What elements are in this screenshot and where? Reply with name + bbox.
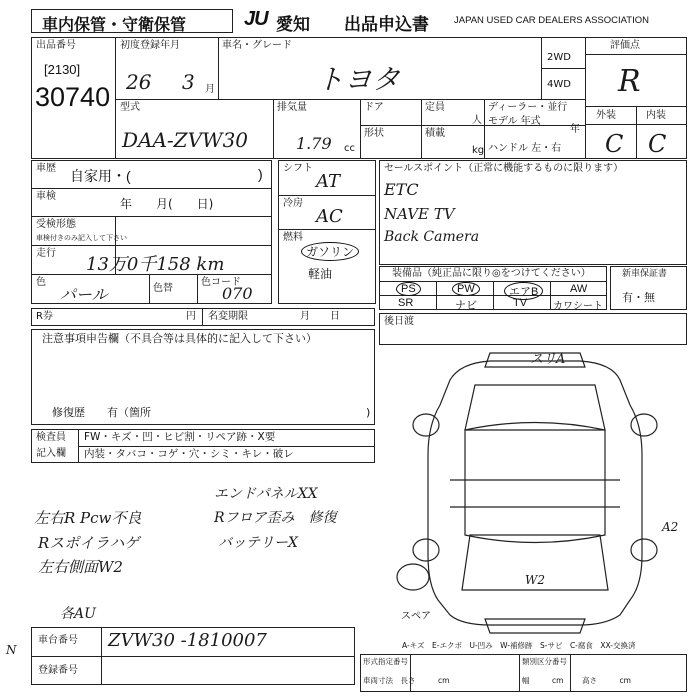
car-diagram [380, 345, 687, 635]
inspector-note-7: 各AU [60, 606, 96, 622]
shift-value: AT [316, 171, 341, 192]
color-code-value: 070 [222, 284, 253, 303]
ac-label: 冷房 [283, 198, 303, 209]
first-reg-label: 初度登録年月 [120, 40, 180, 51]
dims-row-1: 車両寸法 長さ cm [363, 676, 450, 685]
handle-label: ハンドル 左・右 [488, 143, 562, 154]
color-label: 色 [36, 277, 46, 288]
displacement-value: 1.79 [296, 134, 332, 153]
lot-code: [2130] [44, 62, 81, 77]
equip-tv: TV [513, 297, 528, 309]
equip-leather: カワシート [553, 301, 603, 312]
model-year-label: モデル 年式 [488, 116, 541, 127]
history-label: 車歴 [36, 163, 56, 174]
4wd-label: 4WD [547, 79, 571, 90]
ju-logo: JU [244, 8, 268, 30]
first-reg-year: 26 [126, 70, 152, 94]
color-change-label: 色替 [153, 283, 173, 294]
storage-header [31, 9, 233, 33]
class-no-label: 類別区分番号 [522, 657, 567, 666]
capacity-label: 定員 [425, 102, 445, 113]
storage-text: 車内保管・守衛保管 [42, 17, 187, 34]
inspection-label: 車検 [36, 191, 56, 202]
ac-value: AC [316, 206, 343, 227]
person-unit: 人 [472, 115, 482, 126]
diagram-mark-bottom: W2 [525, 573, 545, 587]
interior-grade: C [648, 130, 667, 158]
rear-seat-block [379, 313, 687, 345]
org-name: 愛知 [276, 15, 310, 34]
equipment-label: 装備品（純正品に限り◎をつけてください） [392, 268, 591, 279]
model-code: DAA-ZVW30 [122, 128, 249, 152]
inspector-note-2: 左右R Pcw不良 [34, 509, 142, 527]
inspector-label: 検査員 [36, 432, 66, 443]
car-name-label: 車名・グレード [222, 40, 292, 51]
dealer-label: ディーラー・並行 [488, 102, 568, 113]
interior-label: 内装 [646, 110, 666, 121]
diagram-mark-right: A2 [662, 520, 679, 534]
color-name: パール [60, 285, 108, 304]
kg-unit: kg [472, 145, 485, 156]
chassis-value: ZVW30 -1810007 [108, 630, 267, 651]
form-title: 出品申込書 [344, 15, 429, 34]
type-designation-label: 形式指定番号 [363, 657, 408, 666]
chassis-label: 車台番号 [38, 635, 78, 646]
recipient-note: 車検付きのみ記入して下さい [36, 234, 127, 242]
notes-header: 注意事項申告欄（不具合等は具体的に記入して下さい） [42, 332, 317, 345]
load-label: 積載 [425, 128, 445, 139]
equip-sr: SR [398, 297, 414, 309]
diagram-mark-top: スリA [530, 352, 566, 367]
r-ticket-label: R券 [36, 311, 53, 322]
sales-points-label: セールスポイント（正常に機能するものに限ります） [384, 163, 624, 174]
inspector-note-5: バッテリーX [218, 535, 298, 551]
displacement-label: 排気量 [277, 102, 307, 113]
sales-point-2: NAVE TV [384, 205, 455, 223]
inspector-note-4: Rスポイラハゲ [38, 534, 140, 552]
name-change-date: 月 日 [300, 311, 340, 322]
dims-row-2: 幅 cm [522, 676, 564, 685]
history-value: 自家用・( [70, 168, 131, 184]
inspector-note-3: Rフロア歪み 修復 [214, 510, 337, 526]
car-name-value: トヨタ [316, 63, 401, 96]
reg-no-label: 登録番号 [38, 665, 78, 676]
spare-label: スペア [401, 611, 431, 622]
entry-label: 記入欄 [36, 448, 66, 459]
2wd-label: 2WD [547, 52, 571, 63]
sales-point-3: Back Camera [384, 229, 480, 245]
sales-point-1: ETC [384, 180, 419, 199]
score-label: 評価点 [610, 40, 640, 51]
dims-row-3: 高さ cm [582, 676, 631, 685]
r-ticket-yen: 円 [186, 311, 196, 322]
warranty-label: 新車保証書 [622, 269, 668, 279]
margin-mark: N [6, 643, 17, 657]
cc-unit: cc [344, 143, 355, 154]
inspector-note-6: 左右側面W2 [38, 558, 123, 576]
shape-label: 形状 [364, 128, 384, 139]
recipient-label: 受検形態 [36, 219, 76, 230]
inspection-ymd: 年 月( 日) [120, 197, 214, 211]
equip-pw: PW [452, 282, 480, 296]
name-change-label: 名変期限 [208, 311, 248, 322]
equip-navi: ナビ [455, 300, 477, 312]
equip-ps: PS [396, 282, 421, 296]
warranty-options: 有・無 [622, 292, 655, 304]
equip-airbag: エアB [504, 282, 543, 300]
inspector-note-1: エンドパネルXX [214, 486, 318, 502]
history-close: ) [258, 166, 263, 182]
checks-row-1: FW・キズ・凹・ヒビ割・リペア跡・X要 [84, 431, 276, 443]
lot-no-label: 出品番号 [36, 40, 76, 51]
fuel-alt: 軽油 [308, 267, 333, 281]
score-value: R [618, 64, 641, 99]
mileage-label: 走行 [36, 248, 56, 259]
damage-legend: A-キズ E-エクボ U-凹み W-補修跡 S-サビ C-腐食 XX-交換済 [402, 641, 636, 650]
form-title-en: JAPAN USED CAR DEALERS ASSOCIATION [454, 15, 649, 26]
fuel-selected: ガソリン [301, 242, 359, 261]
shift-label: シフト [283, 163, 313, 174]
exterior-grade: C [605, 130, 624, 158]
door-label: ドア [364, 102, 384, 113]
exterior-label: 外装 [596, 110, 616, 121]
mileage-value: 13万0千158 km [86, 254, 225, 275]
checks-row-2: 内装・タバコ・コゲ・穴・シミ・キレ・破レ [84, 448, 294, 460]
fuel-label: 燃料 [283, 232, 303, 243]
rear-seat-label: 後日渡 [384, 316, 414, 327]
equip-aw: AW [570, 283, 588, 295]
color-code-label: 色コード [201, 277, 241, 288]
first-reg-month-unit: 月 [205, 84, 215, 95]
model-label: 型式 [120, 102, 140, 113]
repair-history: 修復歴 有（箇所 [52, 406, 151, 419]
lot-number: 30740 [35, 82, 111, 112]
repair-close: ) [366, 406, 371, 419]
first-reg-month: 3 [182, 70, 195, 94]
year-unit: 年 [570, 124, 580, 135]
